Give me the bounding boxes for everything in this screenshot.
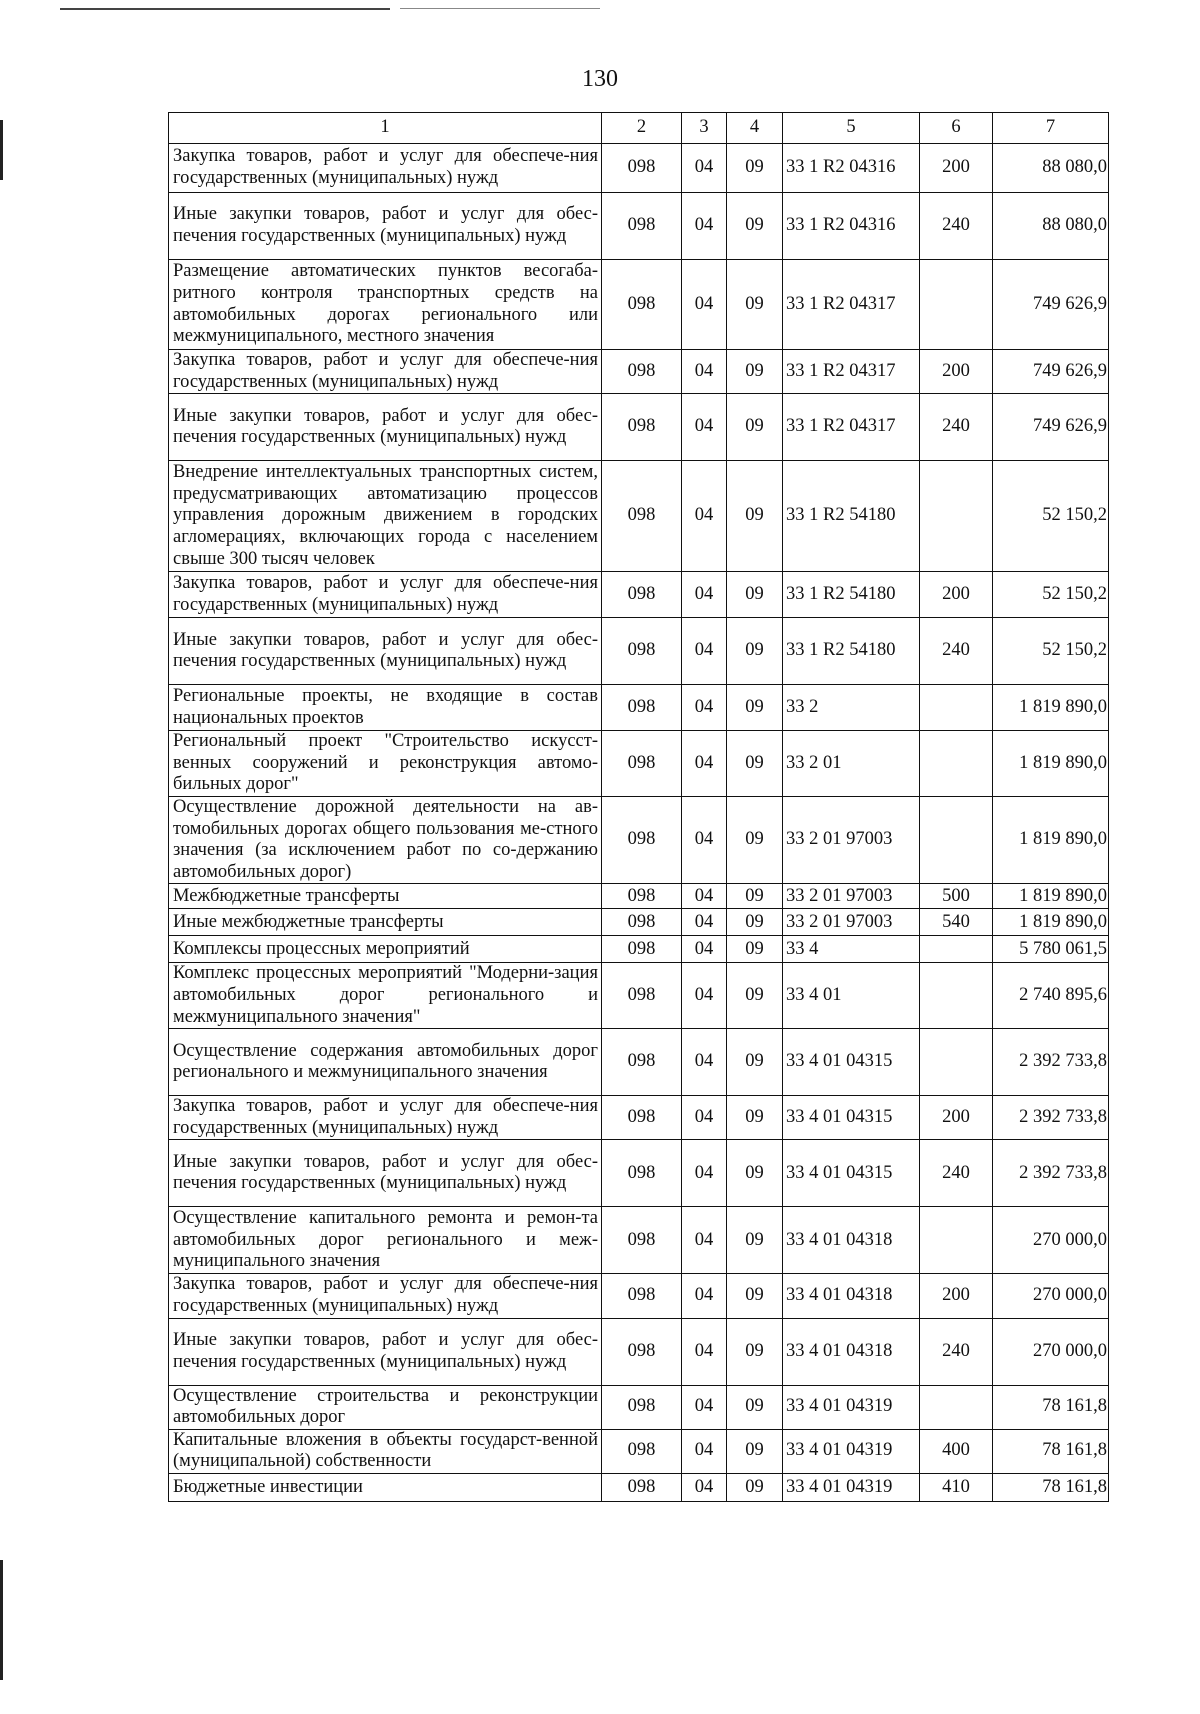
table-row [169,260,1109,350]
cell-c7: 78 161,8 [993,1385,1109,1429]
cell-name: Закупка товаров, работ и услуг для обеспече-ния государственных (муниципальных) нужд [169,1096,602,1140]
cell-c7: 749 626,9 [993,260,1109,350]
cell-c4: 09 [727,350,783,394]
table-row [169,193,1109,260]
cell-c7: 78 161,8 [993,1473,1109,1501]
cell-c2: 098 [602,936,682,963]
table-row [169,1096,1109,1140]
cell-c4: 09 [727,1274,783,1318]
cell-c3: 04 [682,1429,727,1473]
cell-c2: 098 [602,1429,682,1473]
cell-c7: 749 626,9 [993,394,1109,461]
cell-c6 [920,936,993,963]
cell-c4: 09 [727,1096,783,1140]
cell-c4: 09 [727,618,783,685]
cell-c3: 04 [682,572,727,618]
scan-edge-mark [0,120,3,180]
cell-c5: 33 4 01 04319 [783,1385,920,1429]
cell-name: Осуществление дорожной деятельности на ав-томобильных дорогах общего пользования ме-стного значения (за исключением работ по со-держанию автомобильных дорог) [169,796,602,883]
cell-c5: 33 1 R2 04316 [783,144,920,193]
cell-c3: 04 [682,1318,727,1385]
table-row [169,1429,1109,1473]
cell-c5: 33 2 [783,685,920,731]
table-row [169,731,1109,797]
cell-c7: 88 080,0 [993,144,1109,193]
cell-c2: 098 [602,1318,682,1385]
table-row [169,936,1109,963]
cell-name: Осуществление содержания автомобильных дорог регионального и межмуниципального значения [169,1029,602,1096]
cell-c6: 240 [920,193,993,260]
table-row [169,1318,1109,1385]
cell-c2: 098 [602,461,682,572]
cell-name: Закупка товаров, работ и услуг для обеспече-ния государственных (муниципальных) нужд [169,1274,602,1318]
cell-c2: 098 [602,260,682,350]
header-col-1: 1 [169,113,602,144]
cell-name: Иные межбюджетные трансферты [169,909,602,936]
cell-name: Закупка товаров, работ и услуг для обеспече-ния государственных (муниципальных) нужд [169,144,602,193]
cell-c4: 09 [727,796,783,883]
table-row [169,909,1109,936]
cell-c2: 098 [602,963,682,1029]
table-row [169,1473,1109,1501]
cell-c7: 2 392 733,8 [993,1140,1109,1207]
cell-c5: 33 2 01 97003 [783,796,920,883]
cell-c7: 270 000,0 [993,1274,1109,1318]
cell-c2: 098 [602,1140,682,1207]
table-row [169,1385,1109,1429]
cell-c6: 240 [920,618,993,685]
cell-c5: 33 1 R2 54180 [783,618,920,685]
cell-c2: 098 [602,796,682,883]
cell-c7: 2 392 733,8 [993,1096,1109,1140]
page-number: 130 [582,66,618,92]
cell-c6 [920,731,993,797]
cell-c6: 240 [920,394,993,461]
cell-c3: 04 [682,1207,727,1274]
cell-c6: 200 [920,1096,993,1140]
cell-c6: 500 [920,884,993,909]
cell-c4: 09 [727,1429,783,1473]
cell-c7: 1 819 890,0 [993,909,1109,936]
cell-c5: 33 4 01 04318 [783,1274,920,1318]
table-row [169,884,1109,909]
cell-c4: 09 [727,394,783,461]
cell-c7: 2 392 733,8 [993,1029,1109,1096]
table-row [169,685,1109,731]
cell-c5: 33 1 R2 04317 [783,260,920,350]
cell-c4: 09 [727,1140,783,1207]
header-col-5: 5 [783,113,920,144]
table-row [169,1274,1109,1318]
cell-c2: 098 [602,884,682,909]
cell-c6: 240 [920,1140,993,1207]
cell-c7: 88 080,0 [993,193,1109,260]
cell-c5: 33 4 01 04319 [783,1473,920,1501]
scan-edge-line [400,8,600,9]
table-row [169,461,1109,572]
table-row [169,618,1109,685]
cell-c3: 04 [682,1274,727,1318]
cell-c6: 200 [920,350,993,394]
cell-c7: 270 000,0 [993,1318,1109,1385]
cell-c5: 33 1 R2 04317 [783,394,920,461]
cell-c6 [920,1385,993,1429]
cell-name: Закупка товаров, работ и услуг для обеспече-ния государственных (муниципальных) нужд [169,350,602,394]
scan-edge-line [60,8,390,10]
cell-c5: 33 4 01 04319 [783,1429,920,1473]
cell-c4: 09 [727,909,783,936]
cell-c7: 1 819 890,0 [993,731,1109,797]
table-row [169,394,1109,461]
cell-c3: 04 [682,394,727,461]
cell-c2: 098 [602,572,682,618]
cell-name: Капитальные вложения в объекты государст-венной (муниципальной) собственности [169,1429,602,1473]
cell-name: Межбюджетные трансферты [169,884,602,909]
cell-c4: 09 [727,461,783,572]
cell-c5: 33 2 01 97003 [783,909,920,936]
cell-c3: 04 [682,193,727,260]
cell-c6: 200 [920,1274,993,1318]
cell-c3: 04 [682,144,727,193]
cell-c2: 098 [602,1207,682,1274]
budget-table [168,112,1109,1502]
cell-c6: 200 [920,572,993,618]
cell-c2: 098 [602,1274,682,1318]
cell-name: Осуществление строительства и реконструкции автомобильных дорог [169,1385,602,1429]
cell-c5: 33 2 01 97003 [783,884,920,909]
cell-c5: 33 1 R2 54180 [783,461,920,572]
cell-c7: 1 819 890,0 [993,796,1109,883]
cell-c2: 098 [602,685,682,731]
cell-c2: 098 [602,1473,682,1501]
cell-name: Иные закупки товаров, работ и услуг для обес-печения государственных (муниципальных) нужд [169,618,602,685]
cell-c3: 04 [682,461,727,572]
cell-c3: 04 [682,1473,727,1501]
cell-c4: 09 [727,572,783,618]
cell-c7: 78 161,8 [993,1429,1109,1473]
cell-c6: 400 [920,1429,993,1473]
cell-c4: 09 [727,1318,783,1385]
cell-c3: 04 [682,909,727,936]
table-row [169,796,1109,883]
cell-c7: 749 626,9 [993,350,1109,394]
cell-name: Региональные проекты, не входящие в состав национальных проектов [169,685,602,731]
cell-c6 [920,1207,993,1274]
cell-c7: 52 150,2 [993,572,1109,618]
cell-c4: 09 [727,260,783,350]
cell-c5: 33 4 01 [783,963,920,1029]
cell-c4: 09 [727,884,783,909]
cell-c7: 1 819 890,0 [993,685,1109,731]
cell-c2: 098 [602,350,682,394]
cell-name: Внедрение интеллектуальных транспортных систем, предусматривающих автоматизацию процессов управления дорожным движением в городских агломерациях, включающих города с населением свыше 300 тысяч человек [169,461,602,572]
header-row [169,113,1109,144]
cell-c6 [920,260,993,350]
cell-c6: 240 [920,1318,993,1385]
cell-c2: 098 [602,1096,682,1140]
cell-name: Закупка товаров, работ и услуг для обеспече-ния государственных (муниципальных) нужд [169,572,602,618]
cell-c4: 09 [727,1207,783,1274]
header-col-4: 4 [727,113,783,144]
cell-c7: 2 740 895,6 [993,963,1109,1029]
table-row [169,1140,1109,1207]
cell-c7: 1 819 890,0 [993,884,1109,909]
table-row [169,963,1109,1029]
cell-c5: 33 4 01 04318 [783,1207,920,1274]
cell-c2: 098 [602,731,682,797]
cell-c4: 09 [727,685,783,731]
header-col-2: 2 [602,113,682,144]
header-col-6: 6 [920,113,993,144]
cell-name: Иные закупки товаров, работ и услуг для обес-печения государственных (муниципальных) нужд [169,394,602,461]
cell-c5: 33 1 R2 04317 [783,350,920,394]
cell-name: Иные закупки товаров, работ и услуг для обес-печения государственных (муниципальных) нужд [169,1140,602,1207]
cell-c5: 33 1 R2 54180 [783,572,920,618]
cell-c7: 5 780 061,5 [993,936,1109,963]
cell-c5: 33 4 01 04315 [783,1140,920,1207]
cell-c3: 04 [682,1029,727,1096]
cell-c7: 270 000,0 [993,1207,1109,1274]
cell-c2: 098 [602,144,682,193]
table-row [169,572,1109,618]
cell-c3: 04 [682,1140,727,1207]
cell-c2: 098 [602,1385,682,1429]
scan-edge-mark [0,1560,3,1680]
cell-c5: 33 4 01 04315 [783,1029,920,1096]
cell-name: Региональный проект "Строительство искусст-венных сооружений и реконструкция автомо-бильных дорог" [169,731,602,797]
cell-c4: 09 [727,1473,783,1501]
cell-c3: 04 [682,796,727,883]
cell-c4: 09 [727,193,783,260]
cell-c6 [920,1029,993,1096]
cell-c3: 04 [682,936,727,963]
cell-c6 [920,796,993,883]
table-row [169,1029,1109,1096]
cell-name: Иные закупки товаров, работ и услуг для обес-печения государственных (муниципальных) нужд [169,193,602,260]
cell-c5: 33 2 01 [783,731,920,797]
cell-c5: 33 4 01 04318 [783,1318,920,1385]
cell-c3: 04 [682,260,727,350]
cell-c3: 04 [682,350,727,394]
cell-c4: 09 [727,963,783,1029]
cell-c2: 098 [602,1029,682,1096]
cell-c3: 04 [682,731,727,797]
cell-name: Иные закупки товаров, работ и услуг для обес-печения государственных (муниципальных) нужд [169,1318,602,1385]
header-col-3: 3 [682,113,727,144]
table-row [169,1207,1109,1274]
cell-c3: 04 [682,963,727,1029]
cell-c5: 33 4 01 04315 [783,1096,920,1140]
cell-c6: 200 [920,144,993,193]
cell-c2: 098 [602,193,682,260]
table-header [169,113,1109,144]
cell-c6: 540 [920,909,993,936]
cell-c7: 52 150,2 [993,461,1109,572]
cell-c5: 33 4 [783,936,920,963]
cell-c6 [920,685,993,731]
header-col-7: 7 [993,113,1109,144]
cell-c3: 04 [682,1385,727,1429]
cell-c2: 098 [602,618,682,685]
cell-c3: 04 [682,884,727,909]
cell-c4: 09 [727,1385,783,1429]
table-row [169,144,1109,193]
cell-c7: 52 150,2 [993,618,1109,685]
cell-name: Бюджетные инвестиции [169,1473,602,1501]
cell-c4: 09 [727,936,783,963]
cell-c3: 04 [682,618,727,685]
cell-c4: 09 [727,731,783,797]
cell-c2: 098 [602,909,682,936]
cell-c6 [920,461,993,572]
cell-c6: 410 [920,1473,993,1501]
cell-name: Осуществление капитального ремонта и ремон-та автомобильных дорог регионального и меж-муниципального значения [169,1207,602,1274]
cell-name: Размещение автоматических пунктов весогаба-ритного контроля транспортных средств на автомобильных дорогах регионального или межмуниципального, местного значения [169,260,602,350]
table-body [169,144,1109,1502]
cell-c6 [920,963,993,1029]
cell-c3: 04 [682,685,727,731]
cell-c4: 09 [727,144,783,193]
cell-name: Комплекс процессных мероприятий "Модерни-зация автомобильных дорог регионального и межмуниципального значения" [169,963,602,1029]
cell-c5: 33 1 R2 04316 [783,193,920,260]
cell-name: Комплексы процессных мероприятий [169,936,602,963]
cell-c3: 04 [682,1096,727,1140]
cell-c4: 09 [727,1029,783,1096]
cell-c2: 098 [602,394,682,461]
table-row [169,350,1109,394]
